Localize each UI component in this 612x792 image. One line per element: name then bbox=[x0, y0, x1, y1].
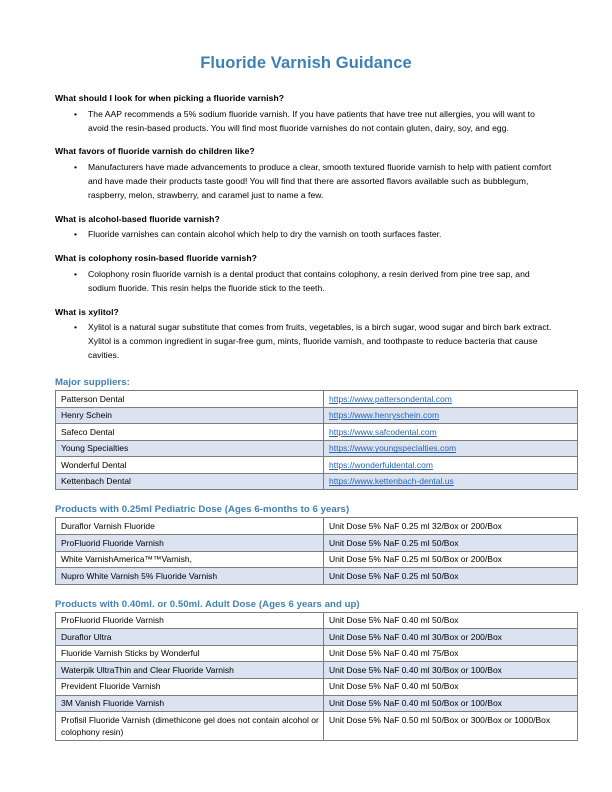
product-name-cell: Nupro White Varnish 5% Fluoride Varnish bbox=[56, 568, 324, 585]
product-dose-cell: Unit Dose 5% NaF 0.40 ml 50/Box bbox=[324, 678, 578, 695]
bullet-icon: • bbox=[74, 162, 78, 173]
product-dose-cell: Unit Dose 5% NaF 0.40 ml 50/Box or 100/Box bbox=[324, 695, 578, 712]
qa-block bbox=[55, 253, 557, 295]
qa-block bbox=[55, 214, 557, 243]
table-row bbox=[56, 473, 578, 490]
pediatric-products-section bbox=[55, 504, 557, 584]
adult-products-table bbox=[55, 612, 578, 741]
bullet-icon: • bbox=[74, 268, 78, 279]
table-row bbox=[56, 662, 578, 679]
list-item bbox=[55, 108, 557, 136]
list-item bbox=[55, 321, 557, 363]
document-body bbox=[0, 73, 612, 741]
qa-block bbox=[55, 146, 557, 202]
supplier-name-cell: Patterson Dental bbox=[56, 391, 324, 408]
suppliers-section bbox=[55, 377, 557, 490]
product-name-cell: Profisil Fluoride Varnish (dimethicone gel does not contain alcohol or colophony resin) bbox=[56, 712, 324, 741]
list-item bbox=[55, 268, 557, 296]
supplier-url-cell bbox=[324, 424, 578, 441]
table-row bbox=[56, 695, 578, 712]
answer-bullet-list bbox=[55, 161, 557, 203]
table-row bbox=[56, 457, 578, 474]
qa-block bbox=[55, 93, 557, 135]
supplier-name-cell: Kettenbach Dental bbox=[56, 473, 324, 490]
suppliers-table bbox=[55, 390, 578, 490]
supplier-link[interactable]: https://wonderfuldental.com bbox=[329, 459, 433, 470]
table-row bbox=[56, 551, 578, 568]
supplier-url-cell bbox=[324, 407, 578, 424]
supplier-link[interactable]: https://www.youngspecialties.com bbox=[329, 443, 457, 454]
product-dose-cell: Unit Dose 5% NaF 0.25 ml 32/Box or 200/Box bbox=[324, 518, 578, 535]
table-row bbox=[56, 391, 578, 408]
table-row bbox=[56, 678, 578, 695]
table-row bbox=[56, 424, 578, 441]
product-name-cell: 3M Vanish Fluoride Varnish bbox=[56, 695, 324, 712]
page-title: Fluoride Varnish Guidance bbox=[200, 54, 412, 72]
supplier-url-cell bbox=[324, 457, 578, 474]
supplier-link[interactable]: https://www.henryschein.com bbox=[329, 410, 440, 421]
product-dose-cell: Unit Dose 5% NaF 0.40 ml 30/Box or 100/Box bbox=[324, 662, 578, 679]
product-name-cell: ProFluorid Fluoride Varnish bbox=[56, 535, 324, 552]
supplier-name-cell: Henry Schein bbox=[56, 407, 324, 424]
table-row bbox=[56, 568, 578, 585]
product-dose-cell: Unit Dose 5% NaF 0.50 ml 50/Box or 300/Box or 1000/Box bbox=[324, 712, 578, 741]
bullet-icon: • bbox=[74, 322, 78, 333]
product-dose-cell: Unit Dose 5% NaF 0.40 ml 30/Box or 200/Box bbox=[324, 629, 578, 646]
supplier-link[interactable]: https://www.pattersondental.com bbox=[329, 393, 452, 404]
pediatric-heading: Products with 0.25ml Pediatric Dose (Ages 6-months to 6 years) bbox=[55, 504, 350, 516]
list-item bbox=[55, 161, 557, 203]
pediatric-products-table bbox=[55, 517, 578, 584]
question-heading: What favors of fluoride varnish do children like? bbox=[55, 146, 255, 157]
table-row bbox=[56, 440, 578, 457]
bullet-icon: • bbox=[74, 229, 78, 240]
product-dose-cell: Unit Dose 5% NaF 0.40 ml 50/Box bbox=[324, 612, 578, 629]
bullet-icon: • bbox=[74, 108, 78, 119]
list-item-text: Colophony rosin fluoride varnish is a dental product that contains colophony, a resin derived from pine tree sap, and sodium fluoride. This resin helps the fluoride stick to the teeth. bbox=[88, 268, 530, 293]
table-row bbox=[56, 518, 578, 535]
qa-section bbox=[55, 93, 557, 363]
supplier-link[interactable]: https://www.kettenbach-dental.us bbox=[329, 476, 454, 487]
product-dose-cell: Unit Dose 5% NaF 0.25 ml 50/Box or 200/Box bbox=[324, 551, 578, 568]
product-name-cell: Fluoride Varnish Sticks by Wonderful bbox=[56, 645, 324, 662]
product-name-cell: ProFluorid Fluoride Varnish bbox=[56, 612, 324, 629]
table-row bbox=[56, 407, 578, 424]
supplier-name-cell: Safeco Dental bbox=[56, 424, 324, 441]
table-row bbox=[56, 712, 578, 741]
product-name-cell: Waterpik UltraThin and Clear Fluoride Varnish bbox=[56, 662, 324, 679]
supplier-url-cell bbox=[324, 391, 578, 408]
table-row bbox=[56, 535, 578, 552]
product-dose-cell: Unit Dose 5% NaF 0.40 ml 75/Box bbox=[324, 645, 578, 662]
table-row bbox=[56, 629, 578, 646]
product-name-cell: Duraflor Ultra bbox=[56, 629, 324, 646]
suppliers-heading: Major suppliers: bbox=[55, 377, 130, 389]
adult-heading: Products with 0.40ml. or 0.50ml. Adult Dose (Ages 6 years and up) bbox=[55, 598, 360, 610]
supplier-name-cell: Young Specialties bbox=[56, 440, 324, 457]
supplier-url-cell bbox=[324, 473, 578, 490]
answer-bullet-list bbox=[55, 108, 557, 136]
question-heading: What should I look for when picking a fluoride varnish? bbox=[55, 93, 285, 103]
product-name-cell: White VarnishAmerica™™Varnish, bbox=[56, 551, 324, 568]
answer-bullet-list bbox=[55, 228, 557, 242]
adult-products-section bbox=[55, 599, 557, 741]
list-item-text: Xylitol is a natural sugar substitute that comes from fruits, vegetables, is a birch sugar, wood sugar and birch bark extract. Xylitol is a common ingredient in sugar-free gum, mints, fluoride varnish, and toothpaste to reduce bacteria that cause cavities. bbox=[88, 322, 552, 361]
table-row bbox=[56, 645, 578, 662]
supplier-link[interactable]: https://www.safcodental.com bbox=[329, 426, 437, 437]
qa-block bbox=[55, 307, 557, 363]
list-item bbox=[55, 228, 557, 242]
question-heading: What is xylitol? bbox=[55, 306, 119, 317]
supplier-name-cell: Wonderful Dental bbox=[56, 457, 324, 474]
list-item-text: The AAP recommends a 5% sodium fluoride varnish. If you have patients that have tree nut allergies, you will want to avoid the resin-based products. You will find most fluoride varnishes do not contain gluten, dairy, soy, and egg. bbox=[88, 108, 535, 133]
question-heading: What is colophony rosin-based fluoride varnish? bbox=[55, 253, 257, 264]
table-row bbox=[56, 612, 578, 629]
question-heading: What is alcohol-based fluoride varnish? bbox=[55, 213, 220, 224]
answer-bullet-list bbox=[55, 268, 557, 296]
list-item-text: Manufacturers have made advancements to produce a clear, smooth textured fluoride varnish to help with patient comfort and have made their products taste good! You will find that there are assorted flavors available such as bubblegum, raspberry, melon, strawberry, and caramel just to name a few. bbox=[88, 162, 552, 200]
answer-bullet-list bbox=[55, 321, 557, 363]
product-dose-cell: Unit Dose 5% NaF 0.25 ml 50/Box bbox=[324, 568, 578, 585]
product-name-cell: Prevident Fluoride Varnish bbox=[56, 678, 324, 695]
product-name-cell: Duraflor Varnish Fluoride bbox=[56, 518, 324, 535]
supplier-url-cell bbox=[324, 440, 578, 457]
product-dose-cell: Unit Dose 5% NaF 0.25 ml 50/Box bbox=[324, 535, 578, 552]
list-item-text: Fluoride varnishes can contain alcohol which help to dry the varnish on tooth surfaces faster. bbox=[88, 229, 442, 240]
